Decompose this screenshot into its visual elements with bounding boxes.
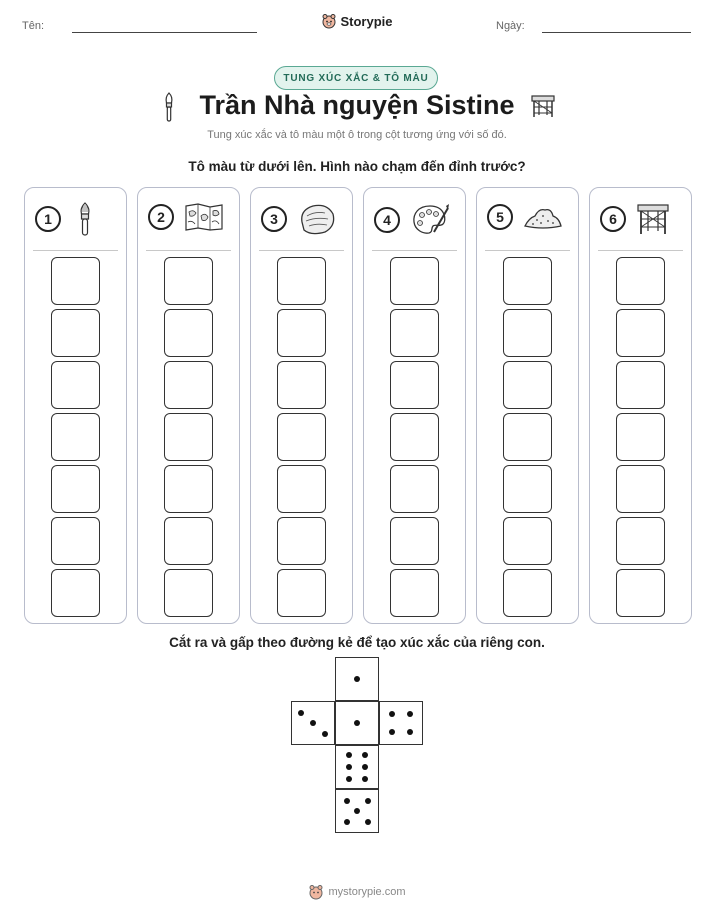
color-box[interactable] (51, 517, 100, 565)
palette-icon (410, 202, 450, 238)
cut-instruction: Cắt ra và gấp theo đường kẻ để tạo xúc xắc của riêng con. (169, 635, 545, 650)
color-box[interactable] (616, 257, 665, 305)
dice-pip (354, 676, 360, 682)
dice-pip (407, 711, 413, 717)
color-box[interactable] (277, 569, 326, 617)
color-box[interactable] (164, 257, 213, 305)
name-label: Tên: (22, 20, 45, 32)
column-divider (485, 250, 570, 251)
footer-url: mystorypie.com (328, 886, 406, 898)
date-line[interactable] (542, 32, 691, 33)
column-number: 2 (148, 204, 174, 230)
color-box[interactable] (503, 465, 552, 513)
color-box[interactable] (503, 517, 552, 565)
color-box[interactable] (503, 309, 552, 357)
color-box[interactable] (390, 465, 439, 513)
column-number: 6 (600, 206, 626, 232)
color-box[interactable] (390, 309, 439, 357)
column-1 (24, 187, 127, 624)
color-box[interactable] (616, 309, 665, 357)
dice-pip (322, 731, 328, 737)
page-subtitle: Tung xúc xắc và tô màu một ô trong cột tương ứng với số đó. (207, 129, 507, 141)
column-number: 3 (261, 206, 287, 232)
coloring-instruction: Tô màu từ dưới lên. Hình nào chạm đến đỉnh trước? (188, 159, 526, 174)
activity-badge: TUNG XÚC XẮC & TÔ MÀU (274, 66, 438, 90)
column-divider (33, 250, 118, 251)
brand-name: Storypie (340, 13, 393, 29)
dice-pip (389, 711, 395, 717)
paintbrush-icon (162, 92, 176, 122)
column-divider (372, 250, 457, 251)
dice-pip (407, 729, 413, 735)
dice-pip (346, 776, 352, 782)
color-box[interactable] (503, 361, 552, 409)
plaster-lump-icon (297, 202, 337, 236)
dice-face-1 (335, 701, 379, 745)
storypie-mascot-icon (321, 13, 337, 29)
dice-pip (354, 808, 360, 814)
column-divider (146, 250, 231, 251)
name-line[interactable] (72, 32, 257, 33)
dice-pip (298, 710, 304, 716)
color-box[interactable] (164, 361, 213, 409)
box-stack (51, 257, 100, 621)
color-box[interactable] (616, 517, 665, 565)
column-number: 1 (35, 206, 61, 232)
color-box[interactable] (277, 517, 326, 565)
dice-pip (362, 776, 368, 782)
column-number: 5 (487, 204, 513, 230)
scaffold-icon (636, 202, 670, 236)
color-box[interactable] (51, 413, 100, 461)
color-box[interactable] (51, 309, 100, 357)
color-box[interactable] (503, 569, 552, 617)
pigment-pile-icon (523, 202, 563, 232)
color-box[interactable] (390, 413, 439, 461)
dice-face-4 (379, 701, 423, 745)
color-box[interactable] (390, 569, 439, 617)
color-box[interactable] (51, 569, 100, 617)
color-box[interactable] (616, 361, 665, 409)
date-label: Ngày: (496, 20, 525, 32)
column-6 (589, 187, 692, 624)
dice-pip (310, 720, 316, 726)
dice-pip (365, 798, 371, 804)
color-box[interactable] (51, 361, 100, 409)
color-box[interactable] (616, 465, 665, 513)
storypie-mascot-icon (308, 884, 324, 900)
color-box[interactable] (503, 257, 552, 305)
dice-pip (346, 764, 352, 770)
page-title: Trần Nhà nguyện Sistine (199, 90, 515, 120)
color-box[interactable] (51, 257, 100, 305)
dice-pip (344, 819, 350, 825)
brand-logo (0, 13, 714, 29)
dice-face-1 (335, 657, 379, 701)
column-5 (476, 187, 579, 624)
column-4 (363, 187, 466, 624)
color-box[interactable] (390, 257, 439, 305)
color-box[interactable] (277, 257, 326, 305)
color-box[interactable] (277, 465, 326, 513)
color-box[interactable] (616, 413, 665, 461)
color-box[interactable] (277, 309, 326, 357)
dice-pip (389, 729, 395, 735)
color-box[interactable] (164, 413, 213, 461)
color-box[interactable] (164, 569, 213, 617)
dice-face-3 (291, 701, 335, 745)
dice-pip (362, 752, 368, 758)
color-box[interactable] (277, 361, 326, 409)
paintbrush-icon (71, 202, 99, 236)
color-box[interactable] (277, 413, 326, 461)
fresco-map-icon (184, 202, 224, 232)
color-box[interactable] (503, 413, 552, 461)
box-stack (277, 257, 326, 621)
color-box[interactable] (390, 517, 439, 565)
box-stack (616, 257, 665, 621)
dice-pip (354, 720, 360, 726)
color-box[interactable] (390, 361, 439, 409)
color-box[interactable] (51, 465, 100, 513)
dice-face-6 (335, 745, 379, 789)
dice-pip (344, 798, 350, 804)
dice-pip (365, 819, 371, 825)
column-divider (259, 250, 344, 251)
dice-pip (346, 752, 352, 758)
color-box[interactable] (164, 465, 213, 513)
box-stack (164, 257, 213, 621)
column-3 (250, 187, 353, 624)
column-divider (598, 250, 683, 251)
scaffold-icon (530, 93, 556, 119)
dice-pip (362, 764, 368, 770)
column-2 (137, 187, 240, 624)
color-box[interactable] (164, 517, 213, 565)
box-stack (503, 257, 552, 621)
coloring-columns (24, 187, 690, 624)
color-box[interactable] (164, 309, 213, 357)
box-stack (390, 257, 439, 621)
column-number: 4 (374, 207, 400, 233)
footer (0, 884, 714, 900)
color-box[interactable] (616, 569, 665, 617)
dice-face-5 (335, 789, 379, 833)
